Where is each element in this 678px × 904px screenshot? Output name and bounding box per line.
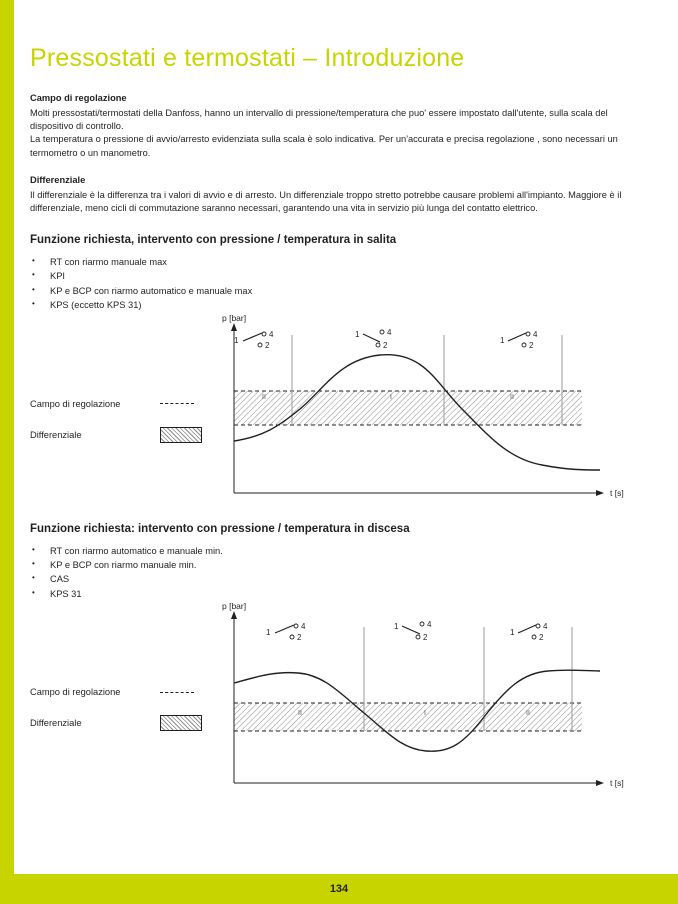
switch-marker-2 <box>394 620 432 642</box>
dashed-line-swatch <box>160 403 194 404</box>
block-salita <box>30 234 644 513</box>
section-heading: Campo di regolazione <box>30 93 127 103</box>
svg-text:2: 2 <box>265 340 270 350</box>
y-axis-arrow <box>231 611 237 619</box>
zone-label: II <box>510 393 514 401</box>
svg-text:2: 2 <box>383 340 388 350</box>
list-item: • CAS <box>30 572 644 586</box>
svg-text:4: 4 <box>387 327 392 337</box>
legend-range <box>30 687 194 697</box>
dashed-line-swatch <box>160 692 194 693</box>
switch-marker-3 <box>500 330 538 350</box>
spacer <box>30 513 644 523</box>
block-subheading: Funzione richiesta: intervento con pressione / temperatura in discesa <box>30 522 410 535</box>
legend-range-label: Campo di regolazione <box>30 398 121 409</box>
zone-label: I <box>390 393 392 401</box>
page-title: Pressostati e termostati – Introduzione <box>30 44 465 72</box>
legend-range-label: Campo di regolazione <box>30 687 121 698</box>
y-axis-label: p [bar] <box>222 312 247 323</box>
legend-range <box>30 399 194 409</box>
legend-differential-label: Differenziale <box>30 718 82 729</box>
svg-text:2: 2 <box>539 633 544 643</box>
legend-differential <box>30 427 202 443</box>
svg-text:1: 1 <box>510 628 515 638</box>
x-axis-arrow <box>596 490 604 496</box>
switch-marker-3 <box>510 622 548 642</box>
legend-differential-label: Differenziale <box>30 429 82 440</box>
list-item: • RT con riarmo manuale max <box>30 255 644 269</box>
zone-label: II <box>526 710 530 718</box>
svg-text:4: 4 <box>269 329 274 339</box>
bullet-list <box>30 544 644 602</box>
list-item: • RT con riarmo automatico e manuale min. <box>30 544 644 558</box>
section-paragraph: La temperatura o pressione di avvio/arresto evidenziata sulla scala è solo indicativa. Per un'accurata e precisa regolazione , sono necessari un termometro o un manometro. <box>30 134 618 158</box>
hatched-box-swatch <box>160 715 202 731</box>
svg-text:2: 2 <box>529 340 534 350</box>
svg-text:2: 2 <box>297 633 302 643</box>
zone-label: II <box>298 710 302 718</box>
chart-rising <box>30 313 644 513</box>
block-subheading: Funzione richiesta, intervento con pressione / temperatura in salita <box>30 233 397 246</box>
chart-svg-falling <box>212 601 642 801</box>
y-axis-arrow <box>231 323 237 331</box>
hatched-box-swatch <box>160 427 202 443</box>
svg-text:4: 4 <box>543 622 548 632</box>
svg-text:4: 4 <box>533 329 538 339</box>
legend-differential <box>30 715 202 731</box>
switch-marker-1 <box>266 622 306 642</box>
spacer <box>30 160 644 174</box>
section-paragraph: Il differenziale è la differenza tra i valori di avvio e di arresto. Un differenziale troppo stretto potrebbe causare problemi all'impianto. Maggiore è il differenziale, meno cicli di commutazione saranno necessari, garantendo una vita in servizio più lunga del contatto elettrico. <box>30 189 622 214</box>
svg-text:1: 1 <box>394 622 399 632</box>
page-number: 134 <box>329 883 349 895</box>
zone-label: I <box>424 710 426 718</box>
spacer <box>30 216 644 234</box>
list-item: • KP e BCP con riarmo automatico e manuale max <box>30 284 644 298</box>
svg-text:4: 4 <box>301 622 306 632</box>
switch-marker-1 <box>234 330 274 350</box>
x-axis-label: t [s] <box>610 778 624 789</box>
left-accent-bar <box>0 0 14 904</box>
svg-text:1: 1 <box>500 335 505 345</box>
section-paragraph: Molti pressostati/termostati della Danfoss, hanno un intervallo di pressione/temperatura che puo' essere impostato dall'utente, sulla scala del dispositivo di controllo. <box>30 107 608 132</box>
chart-falling <box>30 601 644 801</box>
differential-band <box>234 703 582 731</box>
switch-marker-2 <box>355 328 392 350</box>
bullet-list <box>30 255 644 313</box>
list-item: • KPS 31 <box>30 587 644 601</box>
x-axis-arrow <box>596 780 604 786</box>
list-item: • KP e BCP con riarmo manuale min. <box>30 558 644 572</box>
svg-text:4: 4 <box>427 620 432 630</box>
zone-label: II <box>262 393 266 401</box>
chart-svg-rising <box>212 313 642 513</box>
y-axis-label: p [bar] <box>222 601 247 612</box>
page-content <box>30 92 644 801</box>
section-campo-di-regolazione <box>30 92 644 160</box>
svg-text:1: 1 <box>266 628 271 638</box>
svg-text:1: 1 <box>355 329 360 339</box>
svg-text:2: 2 <box>423 633 428 643</box>
section-differenziale <box>30 174 644 215</box>
svg-text:1: 1 <box>234 335 239 345</box>
block-discesa <box>30 523 644 802</box>
x-axis-label: t [s] <box>610 487 624 498</box>
section-heading: Differenziale <box>30 175 86 186</box>
list-item: • KPI <box>30 269 644 283</box>
list-item: • KPS (eccetto KPS 31) <box>30 298 644 312</box>
